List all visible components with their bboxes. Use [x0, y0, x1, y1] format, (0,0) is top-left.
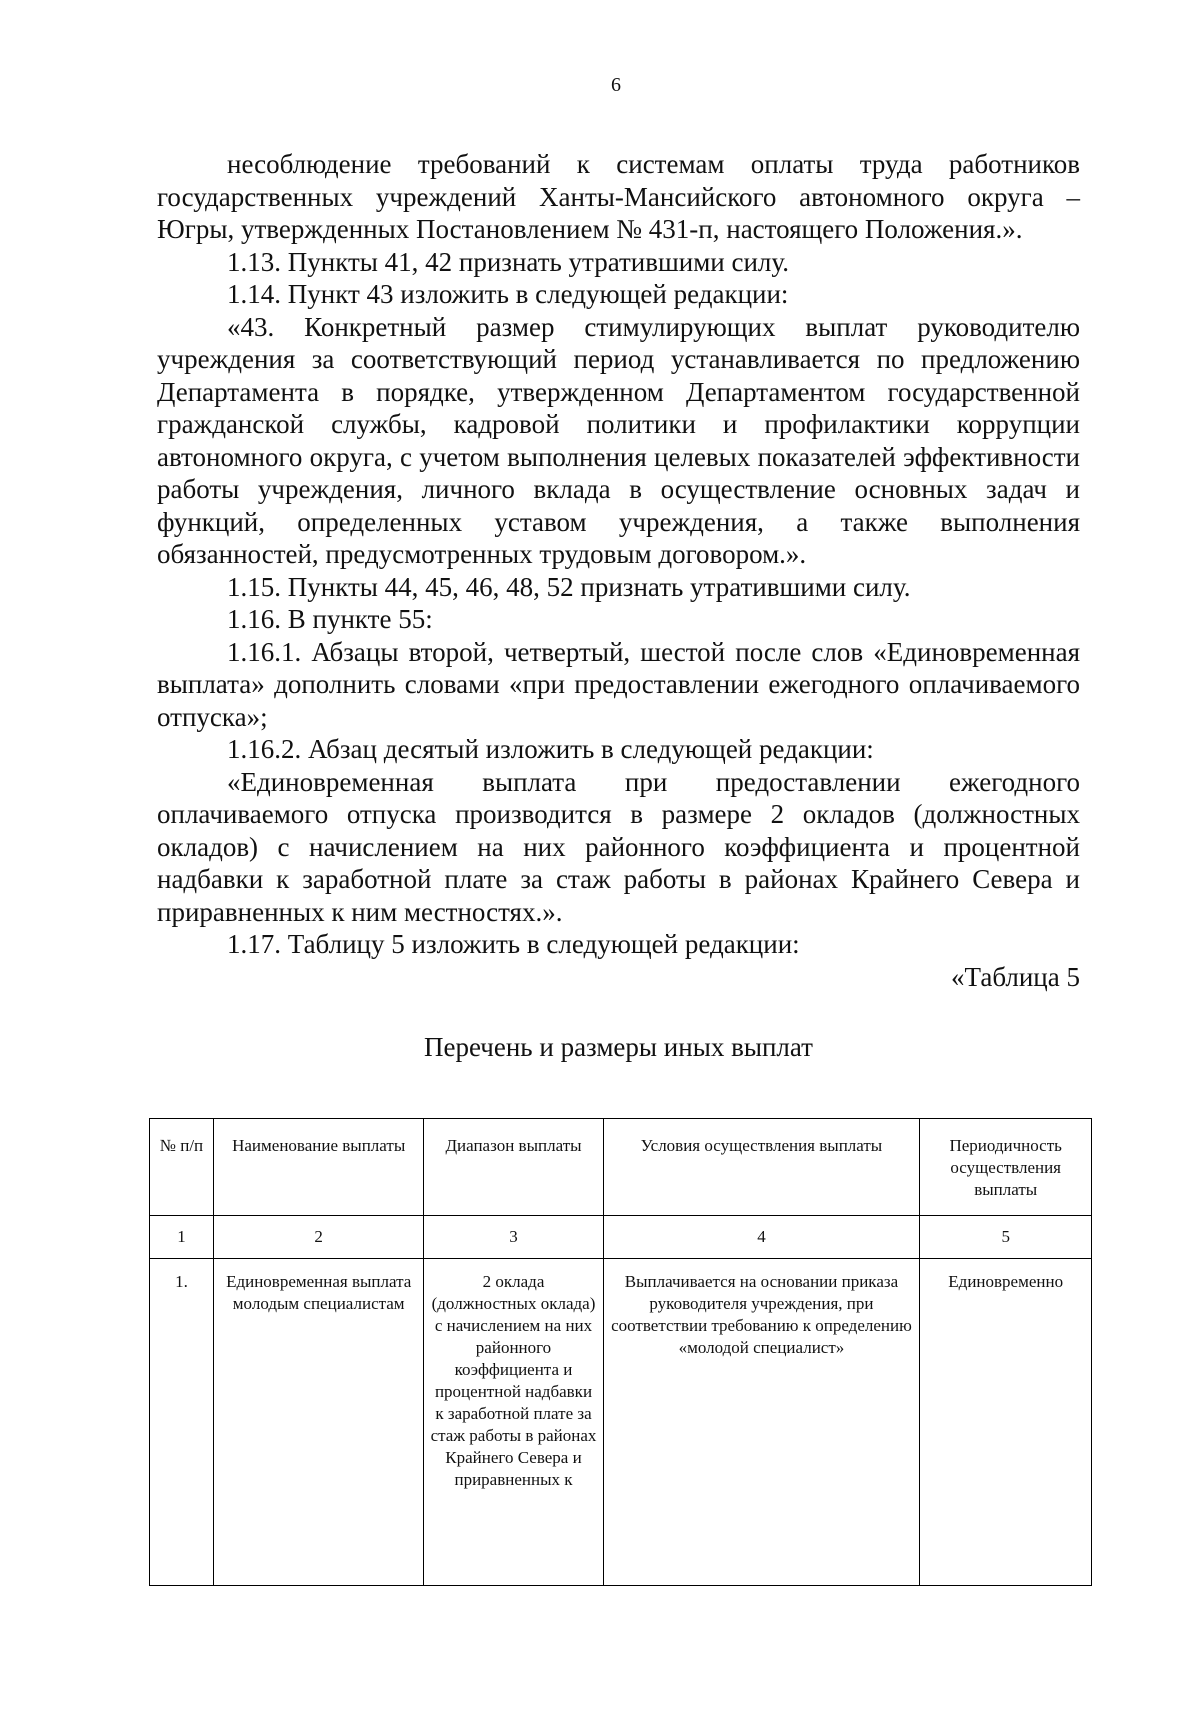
paragraph: 1.13. Пункты 41, 42 признать утратившими силу. [227, 246, 789, 277]
table-header-cell: Диапазон выплаты [424, 1119, 603, 1216]
paragraph: 1.16. В пункте 55: [227, 604, 433, 634]
column-number-cell: 2 [213, 1216, 424, 1259]
paragraph: 1.16.1. Абзацы второй, четвертый, шестой после слов «Единовременная выплата» дополнить словами «при предоставлении ежегодного оплачиваемого отпуска»; [157, 636, 1080, 732]
table-title: Перечень и размеры иных выплат [424, 1032, 813, 1062]
column-number-cell: 3 [424, 1216, 603, 1259]
table-header-row [150, 1119, 1092, 1216]
table-cell: Единовременно [920, 1259, 1092, 1586]
paragraph: несоблюдение требований к системам оплаты труда работников государственных учреждений Ханты-Мансийского автономного округа – Югры, утвержденных Постановлением № 431-п, настоящего Положения.». [157, 149, 1080, 244]
table-header-cell: № п/п [150, 1119, 214, 1216]
column-number-cell: 4 [603, 1216, 920, 1259]
paragraph: 1.15. Пункты 44, 45, 46, 48, 52 признать утратившими силу. [227, 571, 911, 602]
paragraph: 1.17. Таблицу 5 изложить в следующей редакции: [227, 929, 800, 959]
column-number-cell: 5 [920, 1216, 1092, 1259]
table-cell: 1. [150, 1259, 214, 1586]
table-header-cell: Периодичность осуществления выплаты [920, 1119, 1092, 1216]
column-number-cell: 1 [150, 1216, 214, 1259]
table-header-cell: Условия осуществления выплаты [603, 1119, 920, 1216]
table-row [150, 1259, 1092, 1586]
table-cell: Единовременная выплата молодым специалистам [213, 1259, 424, 1586]
payments-table [149, 1118, 1092, 1586]
table-label: «Таблица 5 [951, 961, 1080, 992]
paragraph: «43. Конкретный размер стимулирующих выплат руководителю учреждения за соответствующий период устанавливается по предложению Департамента в порядке, утвержденном Департаментом государственной гражданской службы, кадровой политики и профилактики коррупции автономного округа, с учетом выполнения целевых показателей эффективности работы учреждения, личного вклада в осуществление основных задач и функций, определенных уставом учреждения, а также выполнения обязанностей, предусмотренных трудовым договором.». [157, 311, 1080, 569]
paragraph: «Единовременная выплата при предоставлении ежегодного оплачиваемого отпуска производится в размере 2 окладов (должностных окладов) с начислением на них районного коэффициента и процентной надбавки к заработной плате за стаж работы в районах Крайнего Севера и приравненных к ним местностях.». [157, 766, 1080, 927]
table-cell: 2 оклада (должностных оклада) с начислением на них районного коэффициента и процентной надбавки к заработной плате за стаж работы в районах Крайнего Севера и приравненных к [424, 1259, 603, 1586]
table-cell: Выплачивается на основании приказа руководителя учреждения, при соответствии требованию к определению «молодой специалист» [603, 1259, 920, 1586]
table-header-cell: Наименование выплаты [213, 1119, 424, 1216]
document-body [157, 148, 1080, 1086]
table-column-numbers-row [150, 1216, 1092, 1259]
page-number: 6 [611, 74, 621, 96]
paragraph: 1.14. Пункт 43 изложить в следующей редакции: [227, 279, 789, 309]
paragraph: 1.16.2. Абзац десятый изложить в следующей редакции: [227, 734, 874, 764]
